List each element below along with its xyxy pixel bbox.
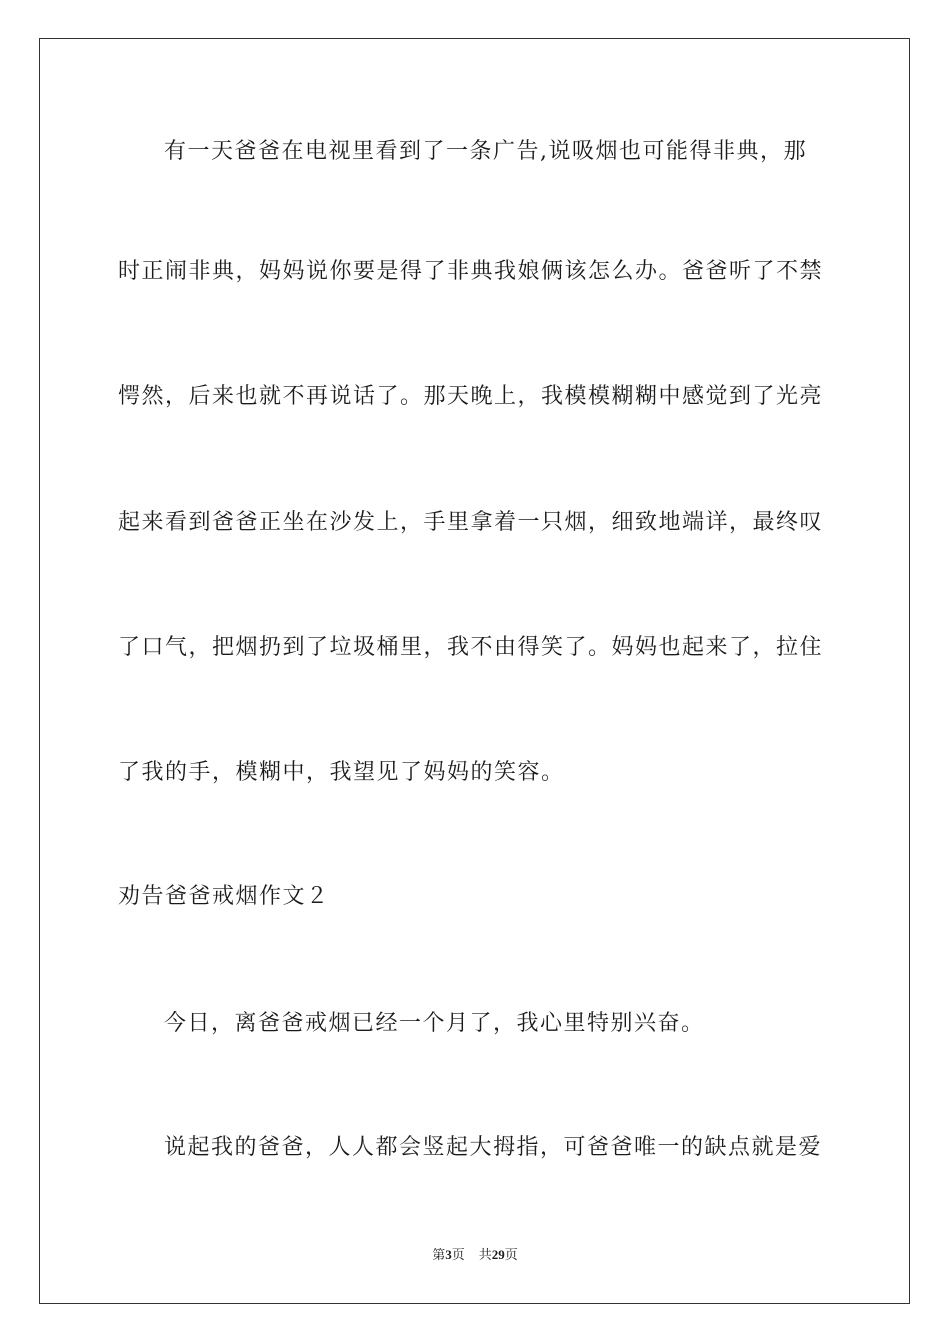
paragraph-line: 时正闹非典，妈妈说你要是得了非典我娘俩该怎么办。爸爸听了不禁	[118, 259, 824, 284]
paragraph-line: 有一天爸爸在电视里看到了一条广告,说吸烟也可能得非典，那	[164, 139, 807, 164]
paragraph-line: 了口气，把烟扔到了垃圾桶里，我不由得笑了。妈妈也起来了，拉住	[118, 635, 824, 660]
footer-total-prefix: 共	[478, 1247, 492, 1262]
footer-page-prefix: 第	[432, 1247, 446, 1262]
paragraph-line: 今日，离爸爸戒烟已经一个月了，我心里特别兴奋。	[164, 1011, 705, 1036]
footer-page-suffix: 页	[451, 1247, 465, 1262]
page-footer	[0, 1246, 950, 1264]
footer-page-total: 29	[491, 1247, 505, 1262]
footer-page-current: 3	[445, 1247, 452, 1262]
footer-total-suffix: 页	[504, 1247, 518, 1262]
page-border	[39, 38, 910, 1304]
paragraph-line: 愕然，后来也就不再说话了。那天晚上，我模模糊糊中感觉到了光亮	[118, 384, 824, 409]
paragraph-line: 起来看到爸爸正坐在沙发上，手里拿着一只烟，细致地端详，最终叹	[118, 510, 824, 535]
section-heading: 劝告爸爸戒烟作文２	[118, 884, 330, 909]
paragraph-line: 了我的手，模糊中，我望见了妈妈的笑容。	[118, 760, 565, 785]
paragraph-line: 说起我的爸爸，人人都会竖起大拇指，可爸爸唯一的缺点就是爱	[164, 1135, 823, 1160]
